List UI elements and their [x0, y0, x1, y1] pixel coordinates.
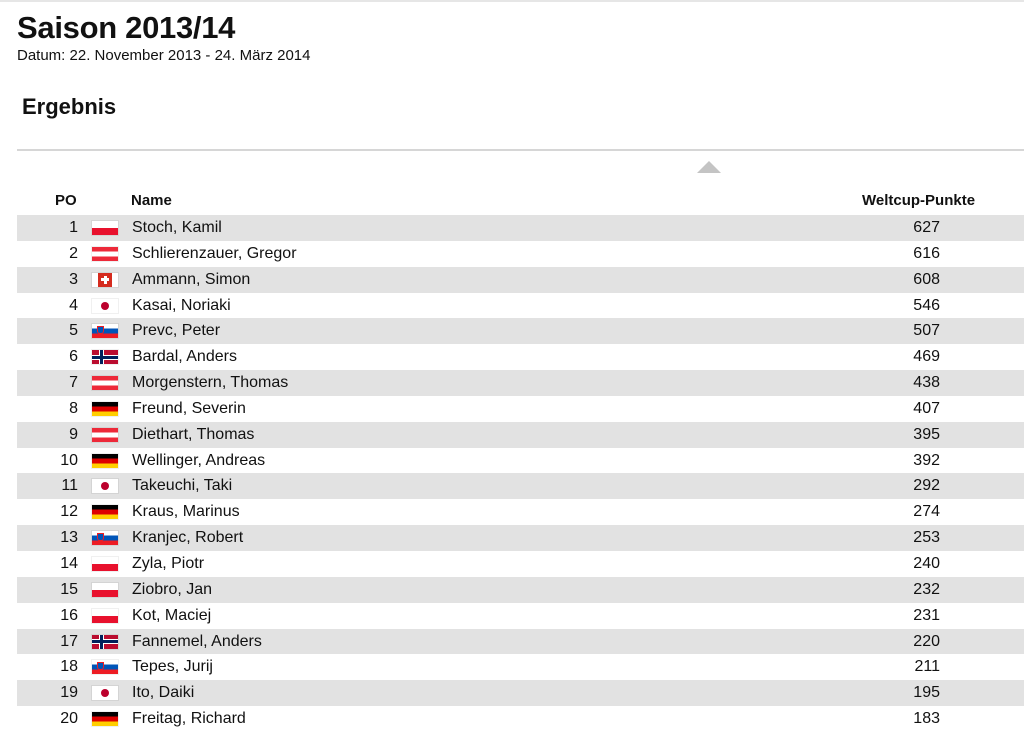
- table-row[interactable]: [17, 551, 1024, 577]
- table-row[interactable]: [17, 499, 1024, 525]
- points-cell: 231: [913, 606, 940, 624]
- athlete-name[interactable]: Prevc, Peter: [132, 322, 221, 340]
- flag-de-icon: [92, 712, 118, 726]
- points-cell: 183: [913, 710, 940, 728]
- athlete-name[interactable]: Fannemel, Anders: [132, 632, 262, 650]
- athlete-name[interactable]: Kranjec, Robert: [132, 529, 244, 547]
- points-cell: 253: [913, 529, 940, 547]
- sort-ascending-icon[interactable]: [697, 161, 721, 173]
- points-cell: 616: [913, 244, 940, 262]
- table-row[interactable]: [17, 318, 1024, 344]
- rank-cell: 7: [69, 374, 78, 392]
- points-cell: 211: [914, 658, 940, 676]
- flag-jp-icon: [92, 686, 118, 700]
- athlete-name[interactable]: Ito, Daiki: [132, 684, 195, 702]
- flag-si-icon: [92, 324, 118, 338]
- flag-at-icon: [92, 247, 118, 261]
- athlete-name[interactable]: Schlierenzauer, Gregor: [132, 244, 297, 262]
- flag-at-icon: [92, 428, 118, 442]
- flag-pl-icon: [92, 609, 118, 623]
- athlete-name[interactable]: Morgenstern, Thomas: [132, 374, 289, 392]
- athlete-name[interactable]: Freitag, Richard: [132, 710, 246, 728]
- flag-at-icon: [92, 376, 118, 390]
- points-cell: 438: [913, 374, 940, 392]
- athlete-name[interactable]: Freund, Severin: [132, 399, 246, 417]
- table-row[interactable]: [17, 525, 1024, 551]
- athlete-name[interactable]: Kraus, Marinus: [132, 503, 240, 521]
- athlete-name[interactable]: Bardal, Anders: [132, 348, 237, 366]
- rank-cell: 20: [60, 710, 78, 728]
- athlete-name[interactable]: Ammann, Simon: [132, 270, 251, 288]
- flag-no-icon: [92, 350, 118, 364]
- table-row[interactable]: [17, 422, 1024, 448]
- table-row[interactable]: [17, 603, 1024, 629]
- page-title: Saison 2013/14: [17, 10, 236, 45]
- athlete-name[interactable]: Diethart, Thomas: [132, 425, 255, 443]
- points-cell: 608: [913, 270, 940, 288]
- table-row[interactable]: [17, 654, 1024, 680]
- points-cell: 507: [913, 322, 940, 340]
- flag-pl-icon: [92, 557, 118, 571]
- table-row[interactable]: [17, 396, 1024, 422]
- points-cell: 395: [913, 425, 940, 443]
- points-cell: 232: [913, 580, 940, 598]
- rank-cell: 11: [61, 477, 78, 495]
- flag-ch-icon: [92, 273, 118, 287]
- table-row[interactable]: [17, 344, 1024, 370]
- flag-jp-icon: [92, 299, 118, 313]
- table-row[interactable]: [17, 448, 1024, 474]
- points-cell: 407: [913, 399, 940, 417]
- points-cell: 274: [913, 503, 940, 521]
- points-cell: 469: [913, 348, 940, 366]
- table-row[interactable]: [17, 577, 1024, 603]
- athlete-name[interactable]: Kasai, Noriaki: [132, 296, 231, 314]
- section-title: Ergebnis: [22, 94, 117, 119]
- date-range: Datum: 22. November 2013 - 24. März 2014: [17, 47, 311, 64]
- table-row[interactable]: [17, 706, 1024, 732]
- rank-cell: 2: [69, 244, 78, 262]
- athlete-name[interactable]: Zyla, Piotr: [132, 554, 205, 572]
- points-cell: 240: [913, 554, 940, 572]
- rank-cell: 17: [60, 632, 78, 650]
- athlete-name[interactable]: Stoch, Kamil: [132, 219, 222, 236]
- athlete-name[interactable]: Ziobro, Jan: [132, 580, 213, 598]
- points-cell: 292: [913, 477, 940, 495]
- rank-cell: 8: [69, 399, 78, 417]
- points-cell: 392: [913, 451, 940, 469]
- table-row[interactable]: [17, 680, 1024, 706]
- flag-si-icon: [92, 660, 118, 674]
- table-row[interactable]: [17, 241, 1024, 267]
- rank-cell: 4: [69, 296, 78, 314]
- points-cell: 627: [913, 219, 940, 236]
- table-row[interactable]: [17, 215, 1024, 241]
- table-row[interactable]: [17, 473, 1024, 499]
- rank-cell: 5: [69, 322, 78, 340]
- rank-cell: 13: [60, 529, 78, 547]
- rank-cell: 12: [60, 503, 78, 521]
- table-row[interactable]: [17, 267, 1024, 293]
- flag-no-icon: [92, 635, 118, 649]
- flag-jp-icon: [92, 479, 118, 493]
- rank-cell: 16: [60, 606, 78, 624]
- rank-cell: 6: [69, 348, 78, 366]
- table-row[interactable]: [17, 629, 1024, 655]
- athlete-name[interactable]: Kot, Maciej: [132, 606, 212, 624]
- results-table-body: [17, 215, 1024, 732]
- table-row[interactable]: [17, 370, 1024, 396]
- rank-cell: 19: [60, 684, 78, 702]
- flag-pl-icon: [92, 583, 118, 597]
- rank-cell: 9: [69, 425, 78, 443]
- points-cell: 546: [913, 296, 940, 314]
- section-divider: [17, 149, 1024, 151]
- column-header-position[interactable]: PO: [55, 192, 77, 209]
- column-header-points[interactable]: Weltcup-Punkte: [862, 192, 976, 209]
- rank-cell: 3: [69, 270, 78, 288]
- flag-pl-icon: [92, 221, 118, 235]
- rank-cell: 18: [60, 658, 78, 676]
- top-border: [0, 0, 1024, 2]
- rank-cell: 15: [60, 580, 78, 598]
- table-row[interactable]: [17, 293, 1024, 319]
- column-header-name[interactable]: Name: [131, 192, 172, 209]
- points-cell: 195: [913, 684, 940, 702]
- table-header: [17, 190, 1024, 212]
- flag-de-icon: [92, 402, 118, 416]
- rank-cell: 14: [60, 554, 78, 572]
- athlete-name[interactable]: Tepes, Jurij: [132, 658, 213, 676]
- rank-cell: 10: [60, 451, 78, 469]
- rank-cell: 1: [69, 219, 78, 236]
- flag-si-icon: [92, 531, 118, 545]
- flag-de-icon: [92, 505, 118, 519]
- athlete-name[interactable]: Wellinger, Andreas: [132, 451, 266, 469]
- flag-de-icon: [92, 454, 118, 468]
- points-cell: 220: [913, 632, 940, 650]
- athlete-name[interactable]: Takeuchi, Taki: [132, 477, 233, 495]
